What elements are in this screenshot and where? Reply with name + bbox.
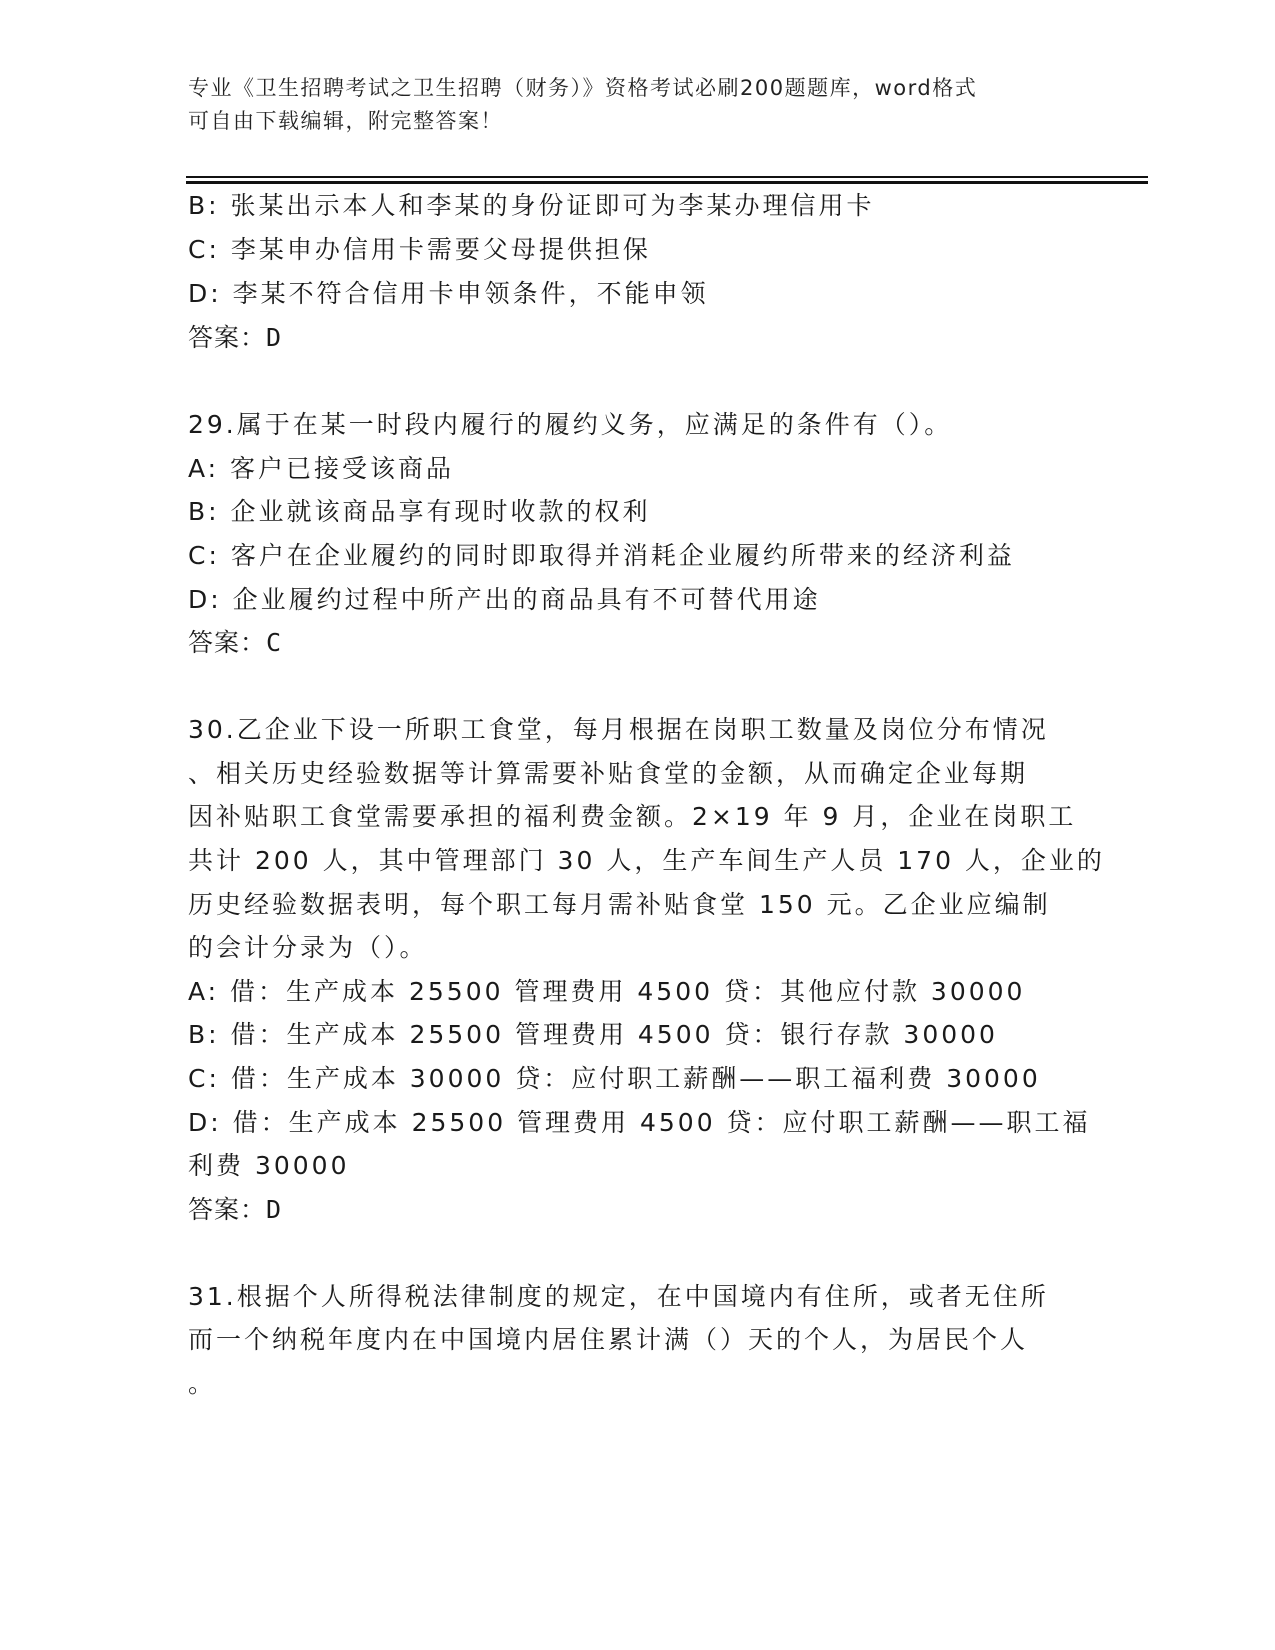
q30-answer: 答案：D	[188, 1195, 283, 1224]
q31-stem-line-1: 31.根据个人所得税法律制度的规定，在中国境内有住所，或者无住所	[188, 1282, 1049, 1311]
q29-option-b: B: 企业就该商品享有现时收款的权利	[188, 497, 651, 526]
q30-option-d: D: 借：生产成本 25500 管理费用 4500 贷：应付职工薪酬——职工福	[188, 1108, 1091, 1137]
q30-option-d-continued: 利费 30000	[188, 1151, 350, 1180]
header-title-line-2: 可自由下载编辑，附完整答案！	[188, 109, 503, 133]
document-header	[188, 72, 1088, 138]
header-title-line-1: 专业《卫生招聘考试之卫生招聘（财务）》资格考试必刷200题题库，word格式	[188, 76, 978, 100]
q30-stem-line-4: 共计 200 人，其中管理部门 30 人，生产车间生产人员 170 人，企业的	[188, 846, 1105, 875]
prev-option-c: C: 李某申办信用卡需要父母提供担保	[188, 235, 651, 264]
header-rule-thin	[186, 176, 1148, 178]
q29-option-a: A: 客户已接受该商品	[188, 454, 455, 483]
q30-option-b: B: 借：生产成本 25500 管理费用 4500 贷：银行存款 30000	[188, 1020, 998, 1049]
header-rule-thick	[186, 181, 1148, 184]
q31-stem-line-3: 。	[188, 1369, 217, 1398]
q30-stem-line-2: 、相关历史经验数据等计算需要补贴食堂的金额，从而确定企业每期	[188, 759, 1029, 788]
prev-option-d: D: 李某不符合信用卡申领条件，不能申领	[188, 279, 709, 308]
q29-stem: 29.属于在某一时段内履行的履约义务，应满足的条件有（）。	[188, 410, 953, 439]
prev-answer: 答案：D	[188, 323, 283, 352]
q30-stem-line-1: 30.乙企业下设一所职工食堂，每月根据在岗职工数量及岗位分布情况	[188, 715, 1049, 744]
q29-option-c: C: 客户在企业履约的同时即取得并消耗企业履约所带来的经济利益	[188, 541, 1015, 570]
q30-option-c: C: 借：生产成本 30000 贷：应付职工薪酬——职工福利费 30000	[188, 1064, 1041, 1093]
prev-option-b: B: 张某出示本人和李某的身份证即可为李某办理信用卡	[188, 191, 875, 220]
q30-stem-line-3: 因补贴职工食堂需要承担的福利费金额。2×19 年 9 月，企业在岗职工	[188, 802, 1077, 831]
q31-stem-line-2: 而一个纳税年度内在中国境内居住累计满（）天的个人，为居民个人	[188, 1325, 1029, 1354]
q29-option-d: D: 企业履约过程中所产出的商品具有不可替代用途	[188, 585, 821, 614]
q30-option-a: A: 借：生产成本 25500 管理费用 4500 贷：其他应付款 30000	[188, 977, 1026, 1006]
q30-stem-line-6: 的会计分录为（）。	[188, 933, 428, 962]
q29-answer: 答案：C	[188, 628, 283, 657]
q30-stem-line-5: 历史经验数据表明，每个职工每月需补贴食堂 150 元。乙企业应编制	[188, 890, 1051, 919]
